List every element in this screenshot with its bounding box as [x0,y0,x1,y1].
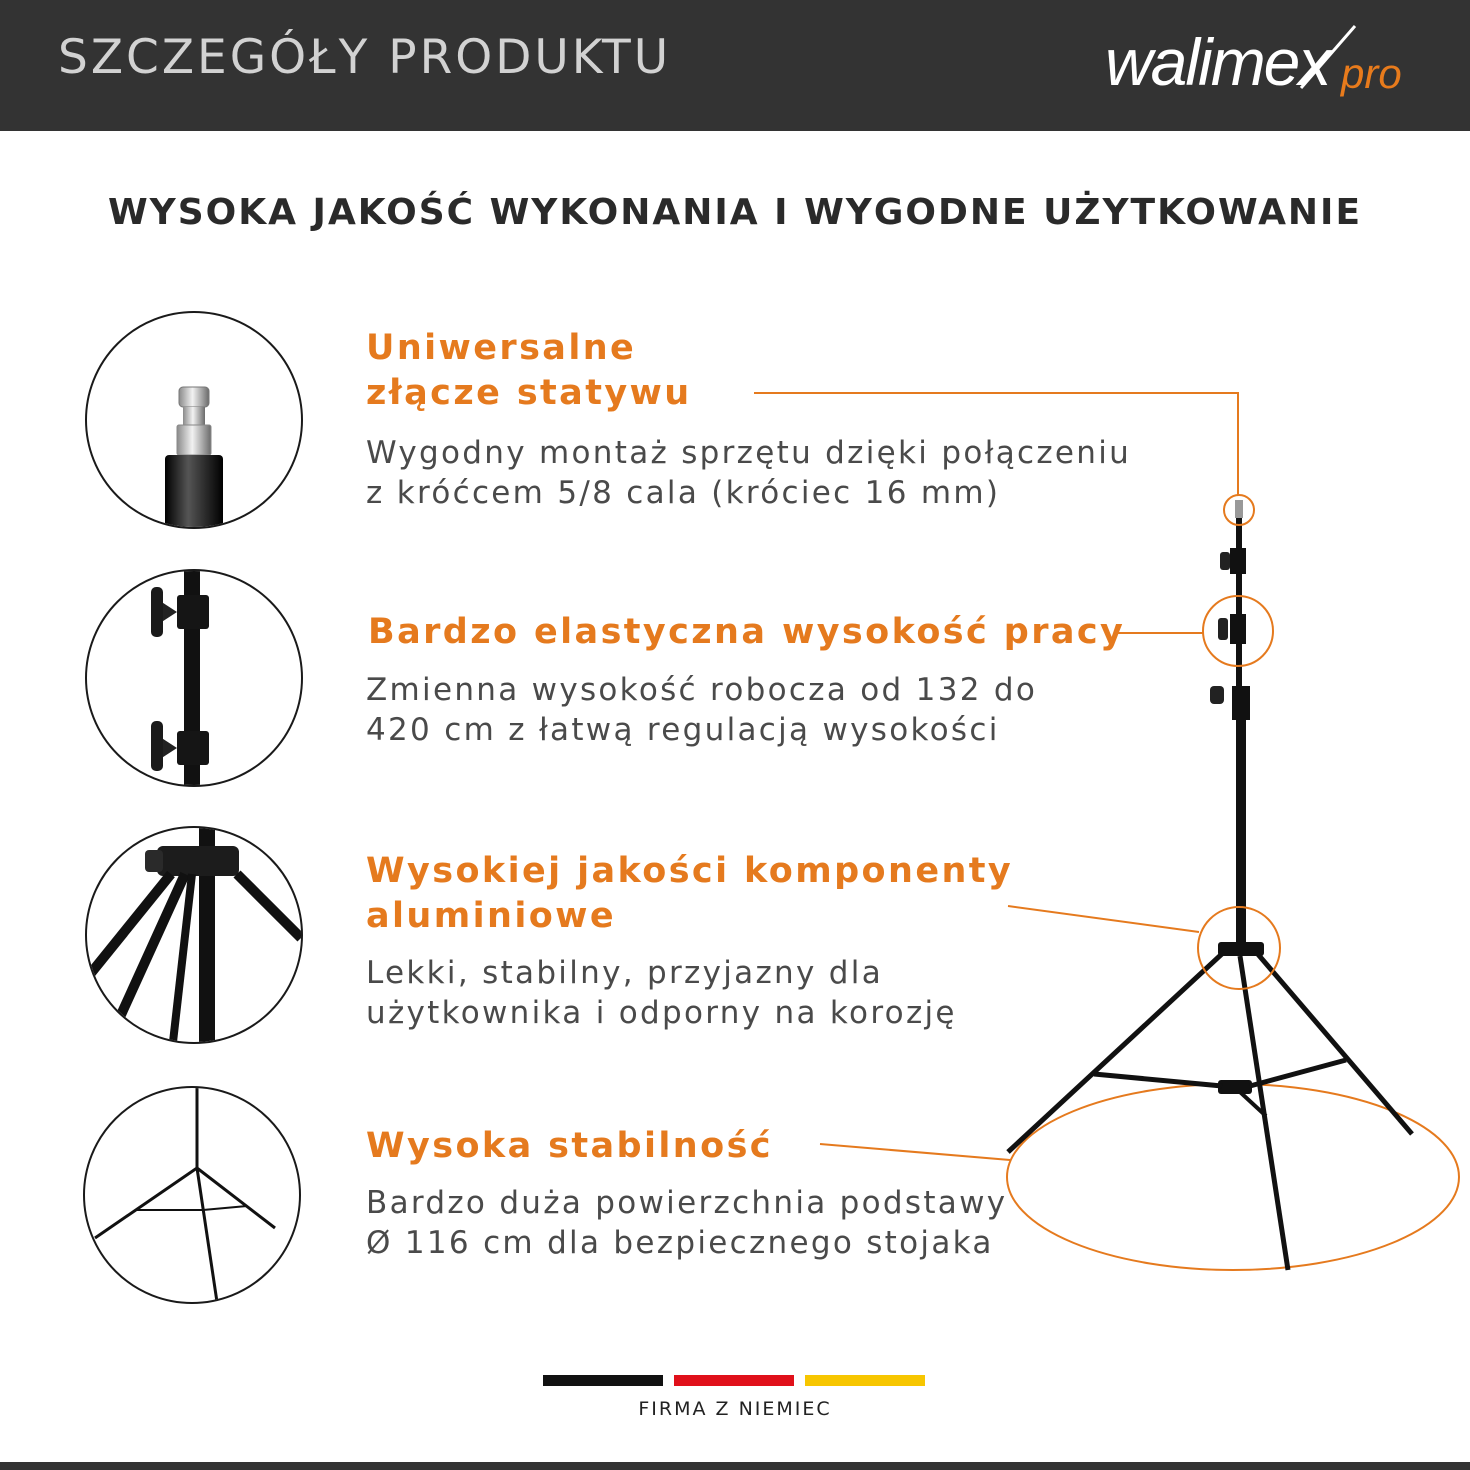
feature-title-line: Wysoka stabilność [366,1126,773,1166]
footer-bar [0,1462,1470,1470]
feature-title-line: Uniwersalne [366,328,637,368]
feature-desc-line: Lekki, stabilny, przyjazny dla [366,955,883,991]
page-headline: WYSOKA JAKOŚĆ WYKONANIA I WYGODNE UŻYTKOWANIE [107,192,1363,233]
feature-desc-line: Ø 116 cm dla bezpiecznego stojaka [366,1225,994,1261]
logo-main-text: walimex [1105,25,1330,99]
feature-desc-line: Wygodny montaż sprzętu dzięki połączeniu [366,435,1132,471]
feature-desc-line: z króćcem 5/8 cala (króciec 16 mm) [366,475,1001,511]
company-origin-label: FIRMA Z NIEMIEC [638,1398,832,1420]
feature-desc-line: użytkownika i odporny na korozję [366,995,957,1031]
flag-stripe-gold [805,1375,925,1386]
feature-desc-line: Zmienna wysokość robocza od 132 do [366,672,1038,708]
header-title: SZCZEGÓŁY PRODUKTU [58,30,672,85]
callout-line [1008,906,1199,932]
feature-title-line: Wysokiej jakości komponenty [366,851,1014,891]
feature-title-line: złącze statywu [366,373,692,413]
feature-title-line: Bardzo elastyczna wysokość pracy [368,612,1126,652]
logo-pro-text: pro [1341,50,1402,97]
feature-title-line: aluminiowe [366,896,617,936]
callout-line [820,1144,1010,1160]
flag-stripe-black [543,1375,663,1386]
flag-stripe-red [674,1375,794,1386]
feature-desc-line: Bardzo duża powierzchnia podstawy [366,1185,1008,1221]
feature-desc-line: 420 cm z łatwą regulacją wysokości [366,712,1000,748]
callout-line [754,393,1238,495]
